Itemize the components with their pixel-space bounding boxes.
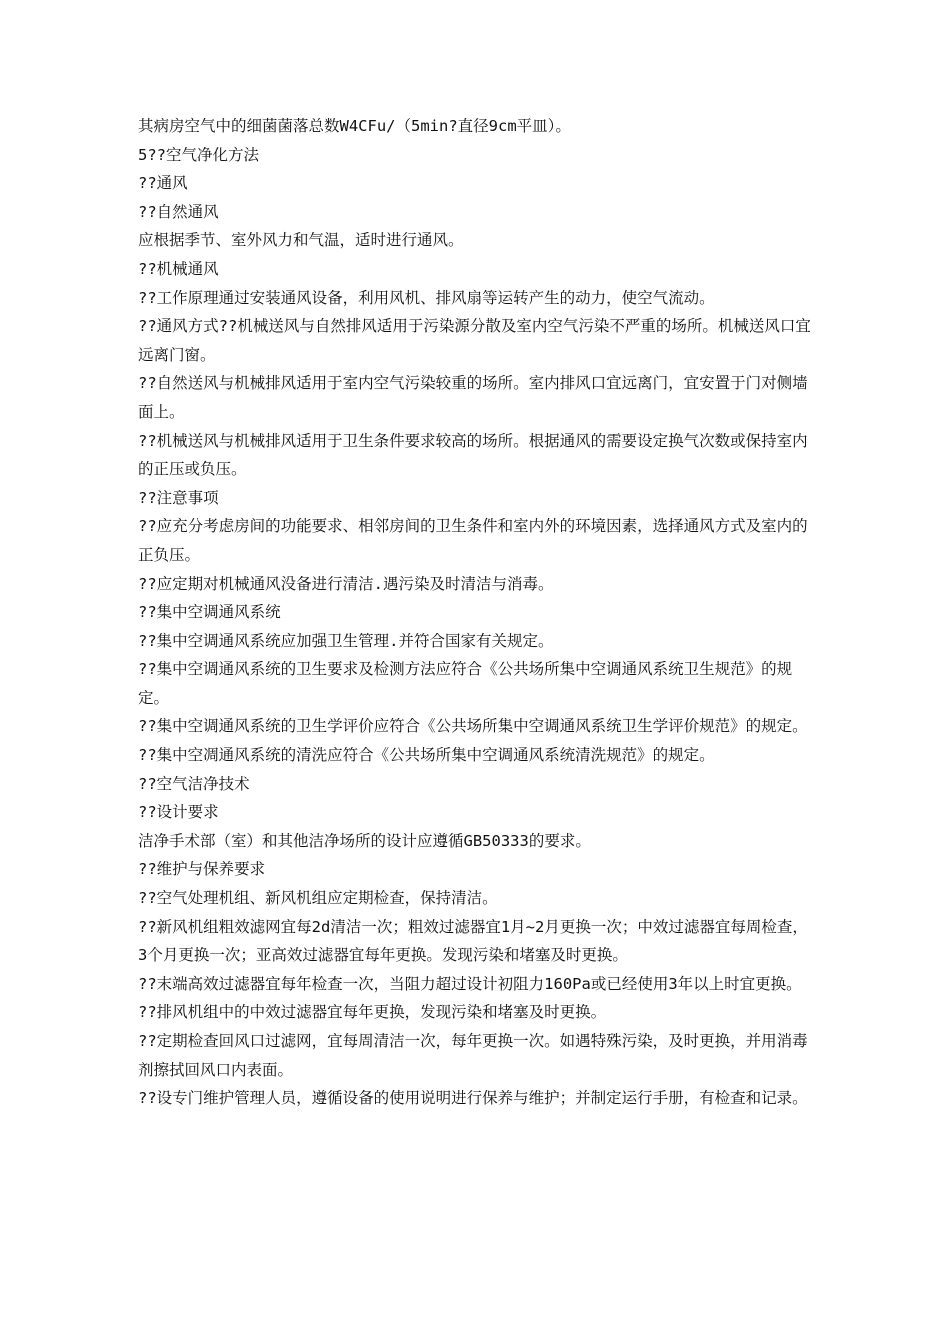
heading-precautions: ??注意事项 — [138, 488, 219, 507]
paragraph-central-ac-management: ??集中空调通风系统应加强卫生管理.并符合国家有关规定。 — [138, 631, 554, 650]
paragraph-room-requirements: ??应充分考虑房间的功能要求、相邻房间的卫生条件和室内外的环境因素，选择通风方式及室内的正负压。 — [138, 517, 808, 564]
paragraph-filter-schedule: ??新风机组粗效滤网宜每2d清洁一次；粗效过滤器宜1月~2月更换一次；中效过滤器宜每周检查，3个月更换一次；亚高效过滤器宜每年更换。发现污染和堵塞及时更换。 — [138, 917, 808, 965]
heading-mechanical-ventilation: ??机械通风 — [138, 259, 219, 278]
paragraph-ventilation-mode: ??通风方式??机械送风与自然排风适用于污染源分散及室内空气污染不严重的场所。机械送风口宜远离门窗。 — [138, 317, 811, 364]
paragraph-natural-ventilation: 应根据季节、室外风力和气温，适时进行通风。 — [138, 231, 464, 250]
heading-central-ac-system: ??集中空调通风系统 — [138, 603, 281, 622]
paragraph-room-air-bacteria: 其病房空气中的细菌菌落总数W4CFu/（5min?直径9cm平皿）。 — [138, 117, 571, 135]
heading-design-requirements: ??设计要求 — [138, 803, 219, 822]
paragraph-air-handling-units: ??空气处理机组、新风机组应定期检查，保持清洁。 — [138, 889, 498, 908]
paragraph-equipment-cleaning: ??应定期对机械通风没备进行清洁.遇污染及时清洁与消毒。 — [138, 574, 554, 593]
heading-clean-air-technology: ??空气洁净技术 — [138, 774, 250, 793]
paragraph-clean-room-design: 洁净手术部（室）和其他洁净场所的设计应遵循GB50333的要求。 — [138, 831, 591, 850]
paragraph-central-ac-cleaning: ??集中空凋通风系统的清洗应符合《公共场所集中空调通风系统清洗规范》的规定。 — [138, 746, 715, 765]
paragraph-exhaust-filter: ??排风机组中的中效过滤器宜每年更换，发现污染和堵塞及时更换。 — [138, 1003, 607, 1022]
paragraph-working-principle: ??工作原理通过安装通风设备，利用风机、排风扇等运转产生的动力，使空气流动。 — [138, 288, 715, 307]
paragraph-mechanical-supply-exhaust: ??机械送风与机械排风适用于卫生条件要求较高的场所。根据通风的需要设定换气次数或保持室内的正压或负压。 — [138, 431, 808, 479]
document-body — [138, 112, 814, 1113]
paragraph-central-ac-evaluation: ??集中空调通风系统的卫生学评价应符合《公共场所集中空调通风系统卫生学评价规范》的规定。 — [138, 717, 808, 736]
paragraph-central-ac-hygiene: ??集中空调通风系统的卫生要求及检测方法应符合《公共场所集中空调通风系统卫生规范》的规定。 — [138, 660, 793, 707]
paragraph-maintenance-staff: ??设专门维护管理人员，遵循设备的使用说明进行保养与维护；并制定运行手册，有检查和记录。 — [138, 1089, 808, 1108]
paragraph-hepa-filter: ??末端高效过滤器宜每年检查一次，当阻力超过设计初阻力160Pa或已经使用3年以上时宜更换。 — [138, 974, 802, 993]
heading-maintenance-requirements: ??维护与保养要求 — [138, 860, 266, 879]
heading-air-purification-methods: 5??空气净化方法 — [138, 145, 259, 164]
heading-ventilation: ??通风 — [138, 174, 188, 193]
heading-natural-ventilation: ??自然通风 — [138, 202, 219, 221]
paragraph-natural-supply-mechanical-exhaust: ??自然送风与机械排风适用于室内空气污染较重的场所。室内排风口宜远离门，宜安置于门对侧墙面上。 — [138, 374, 808, 421]
paragraph-return-air-filter: ??定期检查回风口过滤网，宜每周清洁一次，每年更换一次。如遇特殊污染，及时更换，并用消毒剂擦拭回风口内表面。 — [138, 1032, 808, 1079]
